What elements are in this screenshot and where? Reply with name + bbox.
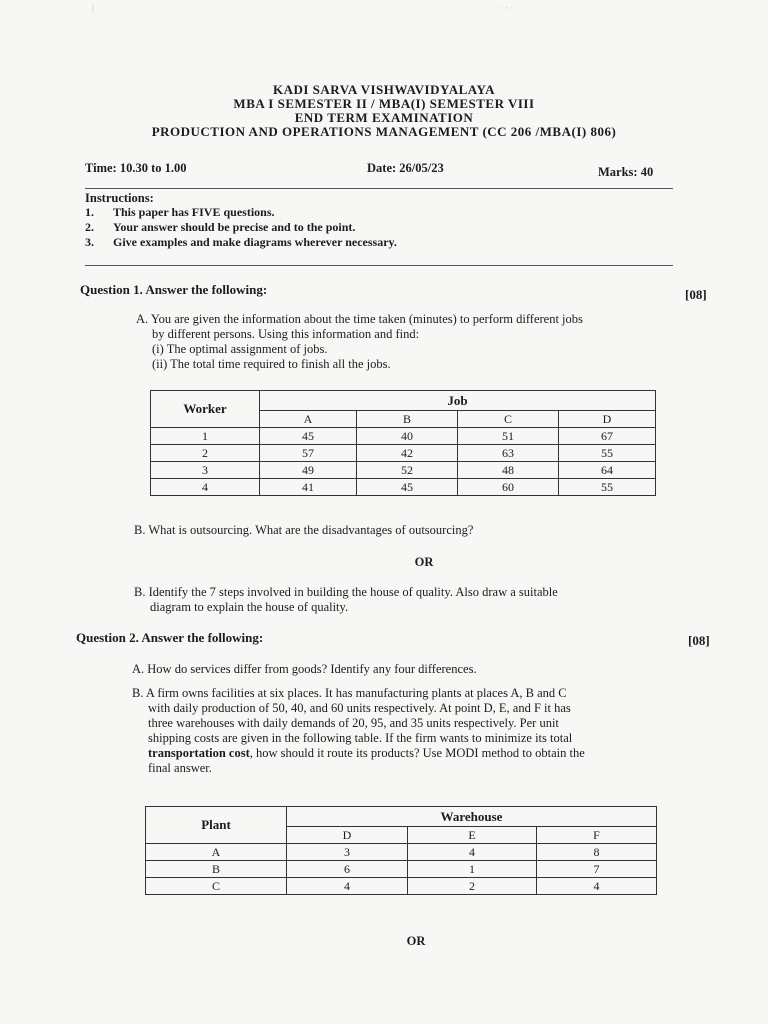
table-cell: 60	[458, 479, 559, 496]
table-cell: 45	[357, 479, 458, 496]
semester-title: MBA I SEMESTER II / MBA(I) SEMESTER VIII	[233, 96, 535, 111]
instruction-item	[85, 220, 355, 235]
q1-b-alt-line2: diagram to explain the house of quality.	[150, 600, 349, 614]
instruction-text: This paper has FIVE questions.	[113, 205, 275, 219]
row-label: 3	[151, 462, 260, 479]
column-header: F	[537, 827, 657, 844]
q1-or: OR	[414, 555, 434, 569]
row-label: 1	[151, 428, 260, 445]
table-cell: 7	[537, 861, 657, 878]
row-label: C	[146, 878, 287, 895]
table-row	[151, 479, 656, 496]
column-header: D	[287, 827, 408, 844]
warehouse-header: Warehouse	[287, 807, 657, 827]
instruction-number: 2.	[85, 220, 94, 234]
table-cell: 57	[260, 445, 357, 462]
exam-time: Time: 10.30 to 1.00	[85, 161, 187, 175]
table-cell: 1	[408, 861, 537, 878]
column-header: B	[357, 411, 458, 428]
table-cell: 3	[287, 844, 408, 861]
university-title: KADI SARVA VISHWAVIDYALAYA	[272, 82, 496, 97]
table-header-row	[146, 807, 657, 827]
table-cell: 49	[260, 462, 357, 479]
q2-b-line5	[148, 746, 585, 761]
instructions-title: Instructions:	[85, 191, 154, 205]
table-cell: 42	[357, 445, 458, 462]
q1-b: B. What is outsourcing. What are the disadvantages of outsourcing?	[134, 523, 474, 537]
table-cell: 67	[559, 428, 656, 445]
question-2-marks: [08]	[688, 633, 710, 648]
q1-b-alt-line1: B. Identify the 7 steps involved in building the house of quality. Also draw a suitable	[134, 585, 558, 599]
q2-b-line: shipping costs are given in the following table. If the firm wants to minimize its total	[148, 731, 573, 745]
question-2-heading: Question 2. Answer the following:	[76, 630, 264, 645]
table-cell: 6	[287, 861, 408, 878]
q2-a: A. How do services differ from goods? Identify any four differences.	[132, 662, 477, 676]
table-cell: 2	[408, 878, 537, 895]
q1-a-line2: by different persons. Using this information and find:	[152, 327, 420, 341]
question-1-heading: Question 1. Answer the following:	[80, 282, 268, 297]
q1-a-line1: A. You are given the information about the time taken (minutes) to perform different jobs	[136, 312, 583, 326]
table-cell: 51	[458, 428, 559, 445]
scan-mark-right: · · ·	[500, 3, 514, 13]
table-cell: 4	[287, 878, 408, 895]
row-label: 2	[151, 445, 260, 462]
worker-header: Worker	[151, 391, 260, 428]
header-rule	[85, 188, 673, 189]
table-cell: 64	[559, 462, 656, 479]
table-cell: 4	[408, 844, 537, 861]
q2-b-line5-rest: , how should it route its products? Use MODI method to obtain the	[249, 746, 585, 760]
instruction-item	[85, 235, 397, 250]
subject-title: PRODUCTION AND OPERATIONS MANAGEMENT (CC 206 /MBA(I) 806)	[151, 124, 617, 139]
table-row	[151, 462, 656, 479]
table-row	[146, 844, 657, 861]
column-header: A	[260, 411, 357, 428]
column-header: C	[458, 411, 559, 428]
table-row	[151, 428, 656, 445]
column-header: E	[408, 827, 537, 844]
table-cell: 63	[458, 445, 559, 462]
table-cell: 41	[260, 479, 357, 496]
instruction-number: 3.	[85, 235, 94, 249]
q2-b-line: with daily production of 50, 40, and 60 units respectively. At point D, E, and F it has	[148, 701, 571, 715]
q2-or: OR	[406, 934, 426, 948]
job-header: Job	[260, 391, 656, 411]
table-cell: 40	[357, 428, 458, 445]
table-cell: 52	[357, 462, 458, 479]
table-cell: 55	[559, 479, 656, 496]
q1-a-part-ii: (ii) The total time required to finish all the jobs.	[152, 357, 391, 371]
table-cell: 4	[537, 878, 657, 895]
exam-date: Date: 26/05/23	[367, 161, 444, 175]
transportation-table	[145, 806, 657, 895]
table-cell: 45	[260, 428, 357, 445]
instruction-text: Your answer should be precise and to the point.	[113, 220, 356, 234]
plant-header: Plant	[146, 807, 287, 844]
q2-b-line: B. A firm owns facilities at six places. It has manufacturing plants at places A, B and C	[132, 686, 567, 700]
instructions-rule	[85, 265, 673, 266]
q2-b-line: three warehouses with daily demands of 20, 95, and 35 units respectively. Per unit	[148, 716, 559, 730]
instruction-item	[85, 205, 275, 220]
scan-mark-left: |	[92, 3, 94, 13]
question-1-marks: [08]	[685, 287, 707, 302]
instruction-number: 1.	[85, 205, 94, 219]
instruction-text: Give examples and make diagrams wherever necessary.	[113, 235, 397, 249]
row-label: B	[146, 861, 287, 878]
row-label: 4	[151, 479, 260, 496]
q2-b-emphasis: transportation cost	[148, 746, 250, 760]
table-header-row	[151, 391, 656, 411]
table-row	[151, 445, 656, 462]
q1-a-part-i: (i) The optimal assignment of jobs.	[152, 342, 328, 356]
q2-b-line6: final answer.	[148, 761, 212, 775]
exam-marks: Marks: 40	[598, 165, 654, 179]
table-row	[146, 878, 657, 895]
assignment-table	[150, 390, 656, 496]
table-cell: 55	[559, 445, 656, 462]
exam-title: END TERM EXAMINATION	[294, 110, 474, 125]
table-row	[146, 861, 657, 878]
table-cell: 8	[537, 844, 657, 861]
row-label: A	[146, 844, 287, 861]
table-cell: 48	[458, 462, 559, 479]
column-header: D	[559, 411, 656, 428]
